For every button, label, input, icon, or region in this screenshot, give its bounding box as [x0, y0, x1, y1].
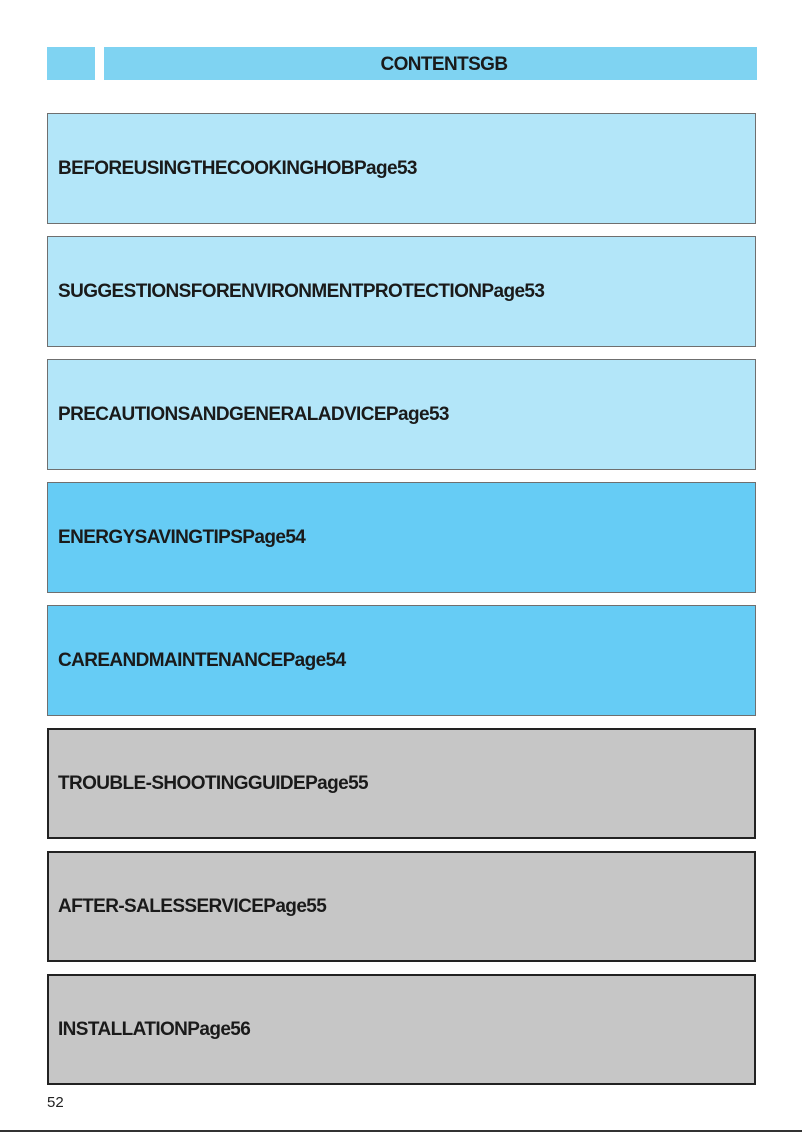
toc-item-environment[interactable] — [47, 236, 756, 347]
toc-item-before-using[interactable] — [47, 113, 756, 224]
page-number: 52 — [47, 1094, 64, 1111]
page-title: CONTENTSGB — [380, 54, 508, 75]
toc-item-label: CAREANDMAINTENANCEPage54 — [58, 650, 346, 671]
toc-item-label: BEFOREUSINGTHECOOKINGHOBPage53 — [58, 158, 417, 179]
toc-item-energy-saving[interactable] — [47, 482, 756, 593]
toc-item-care-maintenance[interactable] — [47, 605, 756, 716]
toc-item-precautions[interactable] — [47, 359, 756, 470]
toc-item-label: TROUBLE-SHOOTINGGUIDEPage55 — [58, 773, 369, 794]
toc-item-label: AFTER-SALESSERVICEPage55 — [58, 896, 327, 917]
toc-item-label: ENERGYSAVINGTIPSPage54 — [58, 527, 306, 548]
header-accent-block — [47, 47, 95, 80]
bottom-divider — [0, 1130, 802, 1132]
toc-item-after-sales[interactable] — [47, 851, 756, 962]
toc-item-label: SUGGESTIONSFORENVIRONMENTPROTECTIONPage53 — [58, 281, 545, 302]
toc-item-label: PRECAUTIONSANDGENERALADVICEPage53 — [58, 404, 449, 425]
table-of-contents — [47, 113, 756, 1097]
toc-item-label: INSTALLATIONPage56 — [58, 1019, 251, 1040]
toc-item-trouble-shooting[interactable] — [47, 728, 756, 839]
header-bar — [104, 47, 757, 80]
toc-item-installation[interactable] — [47, 974, 756, 1085]
